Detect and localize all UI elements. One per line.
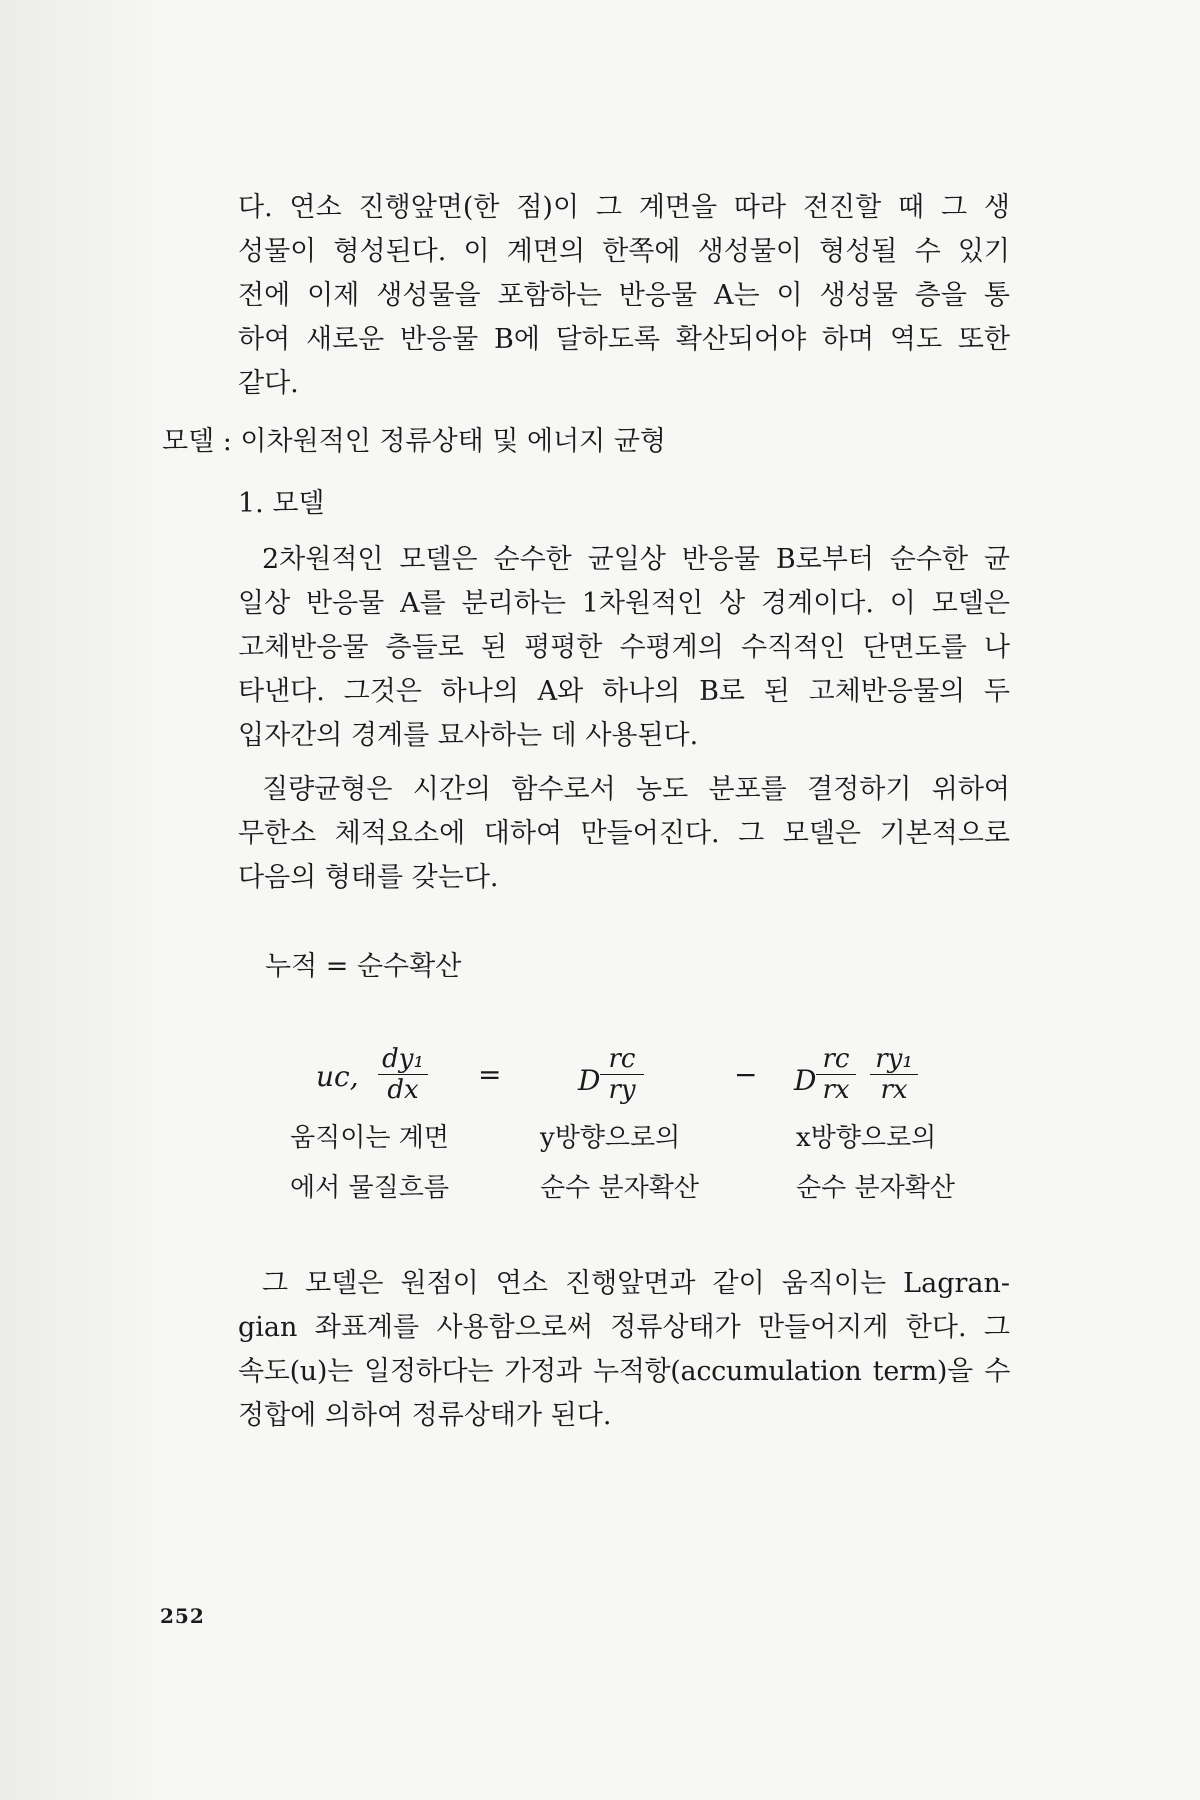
- para2-line-1: 2차원적인 모델은 순수한 균일상 반응물 B로부터 순수한 균: [262, 544, 1010, 575]
- para4-line-1: 그 모델은 원점이 연소 진행앞면과 같이 움직이는 Lagran-: [262, 1268, 1010, 1299]
- eq-equals: =: [478, 1058, 502, 1091]
- para2-line-3: 고체반응물 층들로 된 평평한 수평계의 수직적인 단면도를 나: [238, 632, 1010, 663]
- para3-line-2: 무한소 체적요소에 대하여 만들어진다. 그 모델은 기본적으로: [238, 818, 1010, 849]
- eq-term2-den-1: rx: [822, 1075, 850, 1105]
- para3-line-3: 다음의 형태를 갖는다.: [238, 862, 499, 893]
- desc-col2-line1: y방향으로의: [540, 1123, 681, 1153]
- section-heading: 모델 : 이차원적인 정류상태 및 에너지 균형: [162, 426, 666, 457]
- para1-line-4: 하여 새로운 반응물 B에 달하도록 확산되어야 하며 역도 또한: [238, 324, 1010, 355]
- para1-line-2: 성물이 형성된다. 이 계면의 한쪽에 생성물이 형성될 수 있기: [238, 236, 1010, 267]
- para1-line-1: 다. 연소 진행앞면(한 점)이 그 계면을 따라 전진할 때 그 생: [238, 192, 1010, 223]
- eq-minus: −: [734, 1058, 758, 1091]
- desc-col3-line1: x방향으로의: [796, 1123, 937, 1153]
- eq-lhs-den: dx: [387, 1075, 419, 1105]
- subsection-title: 1. 모델: [238, 488, 325, 519]
- scan-shadow: [0, 0, 175, 1800]
- eq-term2-d: D: [794, 1064, 817, 1097]
- eq-term2-fraction-2: [870, 1044, 918, 1105]
- para2-line-5: 입자간의 경계를 묘사하는 데 사용된다.: [238, 720, 699, 751]
- para4-line-4: 정합에 의하여 정류상태가 된다.: [238, 1400, 612, 1431]
- eq-term2-num-2: ry₁: [870, 1044, 918, 1075]
- para2-line-4: 타낸다. 그것은 하나의 A와 하나의 B로 된 고체반응물의 두: [238, 676, 1010, 707]
- desc-col3-line2: 순수 분자확산: [796, 1173, 955, 1203]
- eq-term1-num: rc: [600, 1044, 644, 1075]
- eq-term1-den: ry: [608, 1075, 636, 1105]
- desc-col2-line2: 순수 분자확산: [540, 1173, 699, 1203]
- eq-term2-den-2: rx: [880, 1075, 908, 1105]
- eq-term2-num-1: rc: [816, 1044, 856, 1075]
- page-number: 252: [160, 1604, 205, 1628]
- word-equation: 누적 = 순수확산: [265, 951, 462, 982]
- desc-col1-line1: 움직이는 계면: [290, 1123, 449, 1153]
- para3-line-1: 질량균형은 시간의 함수로서 농도 분포를 결정하기 위하여: [262, 774, 1010, 805]
- eq-lhs-fraction: [378, 1044, 428, 1105]
- eq-term1-d: D: [578, 1064, 601, 1097]
- para4-line-3: 속도(u)는 일정하다는 가정과 누적항(accumulation term)을 수: [238, 1356, 1010, 1387]
- desc-col1-line2: 에서 물질흐름: [290, 1173, 449, 1203]
- eq-term2-fraction-1: [816, 1044, 856, 1105]
- eq-lhs-coeff: uc,: [316, 1060, 359, 1093]
- eq-term1-fraction: [600, 1044, 644, 1105]
- eq-lhs-num: dy₁: [378, 1044, 428, 1075]
- para1-line-3: 전에 이제 생성물을 포함하는 반응물 A는 이 생성물 층을 통: [238, 280, 1010, 311]
- para4-line-2: gian 좌표계를 사용함으로써 정류상태가 만들어지게 한다. 그: [238, 1312, 1010, 1343]
- para1-line-5: 같다.: [238, 368, 299, 399]
- para2-line-2: 일상 반응물 A를 분리하는 1차원적인 상 경계이다. 이 모델은: [238, 588, 1010, 619]
